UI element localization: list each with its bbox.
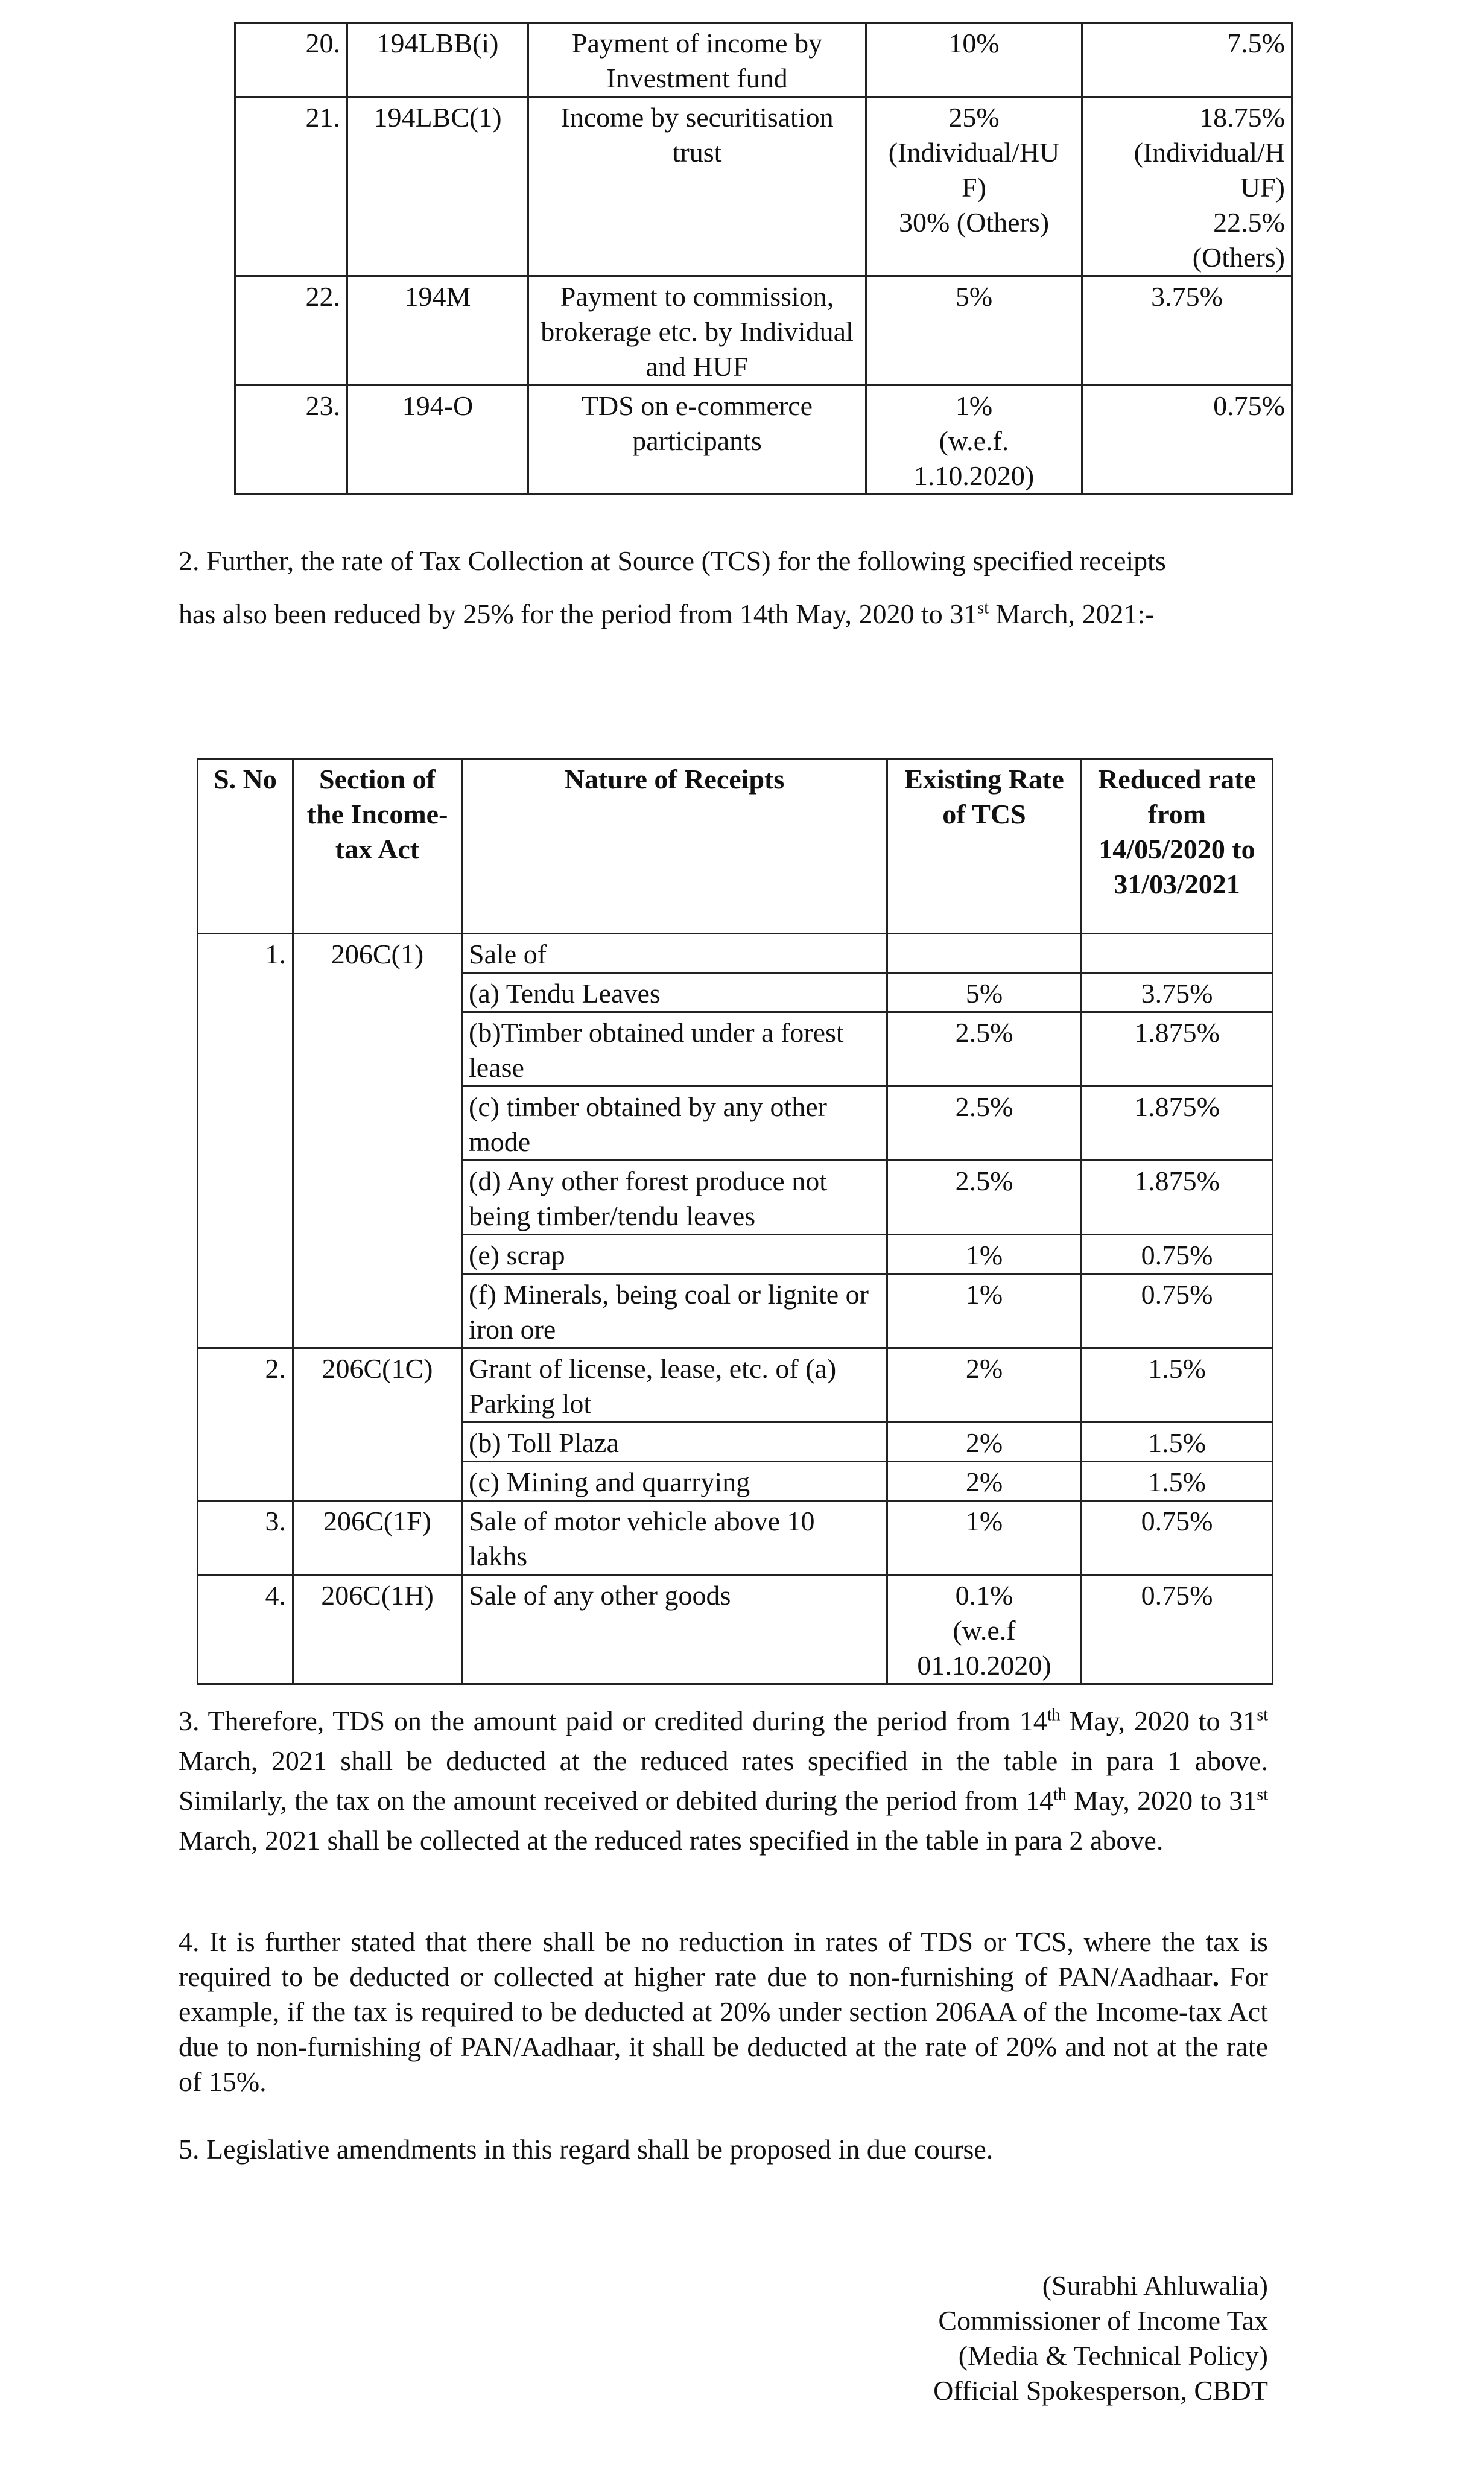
signatory-department: (Media & Technical Policy) — [958, 2340, 1268, 2371]
paragraph-5: 5. Legislative amendments in this regard shall be proposed in due course. — [179, 2134, 994, 2165]
sno-cell: 1. — [198, 934, 293, 1348]
existing-rate-cell: 2.5% — [887, 1012, 1082, 1086]
section-cell: 194LBB(i) — [347, 23, 528, 97]
nature-cell: (e) scrap — [462, 1235, 887, 1274]
section-cell: 206C(1C) — [293, 1348, 462, 1501]
section-cell: 194M — [347, 276, 528, 385]
nature-cell: Income by securitisation trust — [528, 97, 866, 276]
reduced-rate-cell: 3.75% — [1082, 973, 1273, 1012]
nature-cell: (c) timber obtained by any other mode — [462, 1086, 887, 1161]
signatory-title: Commissioner of Income Tax — [938, 2305, 1268, 2336]
table-row — [235, 23, 1292, 97]
existing-rate-cell: 2% — [887, 1462, 1082, 1501]
section-header: Section of the Income-tax Act — [293, 759, 462, 934]
existing-rate-cell: 10% — [866, 23, 1082, 97]
existing-rate-header: Existing Rate of TCS — [887, 759, 1082, 934]
sno-header: S. No — [198, 759, 293, 934]
tds-rates-table — [234, 22, 1293, 495]
section-cell: 194LBC(1) — [347, 97, 528, 276]
existing-rate-cell: 2% — [887, 1423, 1082, 1462]
nature-cell: Payment to commission, brokerage etc. by Individual and HUF — [528, 276, 866, 385]
reduced-rate-cell: 0.75% — [1082, 1274, 1273, 1348]
nature-cell: Grant of license, lease, etc. of (a) Parking lot — [462, 1348, 887, 1423]
sno-cell: 21. — [235, 97, 347, 276]
signatory-role: Official Spokesperson, CBDT — [933, 2375, 1268, 2406]
existing-rate-cell: 1% — [887, 1235, 1082, 1274]
nature-cell: TDS on e-commerce participants — [528, 385, 866, 495]
reduced-rate-cell: 1.5% — [1082, 1348, 1273, 1423]
table-row — [198, 1501, 1273, 1575]
nature-cell: (b)Timber obtained under a forest lease — [462, 1012, 887, 1086]
existing-rate-cell: 0.1% (w.e.f 01.10.2020) — [887, 1575, 1082, 1684]
reduced-rate-cell: 0.75% — [1082, 385, 1292, 495]
section-cell: 206C(1H) — [293, 1575, 462, 1684]
reduced-rate-cell: 18.75% (Individual/H UF) 22.5% (Others) — [1082, 97, 1292, 276]
table-row — [198, 1575, 1273, 1684]
reduced-rate-cell: 1.875% — [1082, 1161, 1273, 1235]
table-header-row — [198, 759, 1273, 934]
nature-header: Nature of Receipts — [462, 759, 887, 934]
existing-rate-cell: 1% — [887, 1274, 1082, 1348]
existing-rate-cell: 5% — [887, 973, 1082, 1012]
reduced-rate-cell: 1.875% — [1082, 1012, 1273, 1086]
signature-block — [784, 2268, 1268, 2408]
section-cell: 206C(1) — [293, 934, 462, 1348]
nature-cell: (f) Minerals, being coal or lignite or iron ore — [462, 1274, 887, 1348]
existing-rate-cell: 25% (Individual/HU F) 30% (Others) — [866, 97, 1082, 276]
paragraph-4: 4. It is further stated that there shall be no reduction in rates of TDS or TCS, where the tax is required to be deducted or collected at higher rate due to non-furnishing of PAN/Aadhaar. For example, if the tax is required to be deducted at 20% under section 206AA of the Income-tax Act due to non-furnishing of PAN/Aadhaar, it shall be deducted at the rate of 20% and not at the rate of 15%. — [179, 1926, 1268, 2097]
paragraph-2 — [179, 534, 1325, 641]
nature-cell: Sale of motor vehicle above 10 lakhs — [462, 1501, 887, 1575]
signatory-name: (Surabhi Ahluwalia) — [1042, 2270, 1268, 2301]
nature-cell: (c) Mining and quarrying — [462, 1462, 887, 1501]
sno-cell: 23. — [235, 385, 347, 495]
existing-rate-cell: 1% — [887, 1501, 1082, 1575]
reduced-rate-cell — [1082, 934, 1273, 973]
existing-rate-cell: 5% — [866, 276, 1082, 385]
reduced-rate-cell: 1.875% — [1082, 1086, 1273, 1161]
tcs-rates-table — [197, 758, 1273, 1685]
reduced-rate-cell: 1.5% — [1082, 1423, 1273, 1462]
paragraph-3: 3. Therefore, TDS on the amount paid or credited during the period from 14th May, 2020 to 31st March, 2021 shall be deducted at the reduced rates specified in the table in para 1 above. Similarly, the tax on the amount received or debited during the period from 14th May, 2020 to 31st March, 2021 shall be collected at the reduced rates specified in the table in para 2 above. — [179, 1705, 1268, 1856]
table-row — [198, 1348, 1273, 1423]
table-row — [235, 385, 1292, 495]
nature-cell: (d) Any other forest produce not being timber/tendu leaves — [462, 1161, 887, 1235]
existing-rate-cell: 2.5% — [887, 1161, 1082, 1235]
existing-rate-cell: 2.5% — [887, 1086, 1082, 1161]
nature-cell: (b) Toll Plaza — [462, 1423, 887, 1462]
table-row — [235, 276, 1292, 385]
nature-cell: (a) Tendu Leaves — [462, 973, 887, 1012]
nature-cell: Sale of any other goods — [462, 1575, 887, 1684]
sno-cell: 20. — [235, 23, 347, 97]
nature-cell: Sale of — [462, 934, 887, 973]
paragraph-2-line-1: 2. Further, the rate of Tax Collection at Source (TCS) for the following specified receipts — [179, 545, 1166, 576]
paragraph-2-line-2: has also been reduced by 25% for the period from 14th May, 2020 to 31st March, 2021:- — [179, 598, 1155, 629]
sno-cell: 22. — [235, 276, 347, 385]
sno-cell: 2. — [198, 1348, 293, 1501]
table-row — [235, 97, 1292, 276]
reduced-rate-cell: 0.75% — [1082, 1501, 1273, 1575]
sno-cell: 4. — [198, 1575, 293, 1684]
nature-cell: Payment of income by Investment fund — [528, 23, 866, 97]
existing-rate-cell: 1% (w.e.f. 1.10.2020) — [866, 385, 1082, 495]
table-row — [198, 934, 1273, 973]
reduced-rate-cell: 7.5% — [1082, 23, 1292, 97]
existing-rate-cell: 2% — [887, 1348, 1082, 1423]
reduced-rate-cell: 1.5% — [1082, 1462, 1273, 1501]
section-cell: 206C(1F) — [293, 1501, 462, 1575]
section-cell: 194-O — [347, 385, 528, 495]
reduced-rate-cell: 0.75% — [1082, 1575, 1273, 1684]
reduced-rate-header: Reduced rate from 14/05/2020 to 31/03/2021 — [1082, 759, 1273, 934]
existing-rate-cell — [887, 934, 1082, 973]
reduced-rate-cell: 0.75% — [1082, 1235, 1273, 1274]
sno-cell: 3. — [198, 1501, 293, 1575]
reduced-rate-cell: 3.75% — [1082, 276, 1292, 385]
